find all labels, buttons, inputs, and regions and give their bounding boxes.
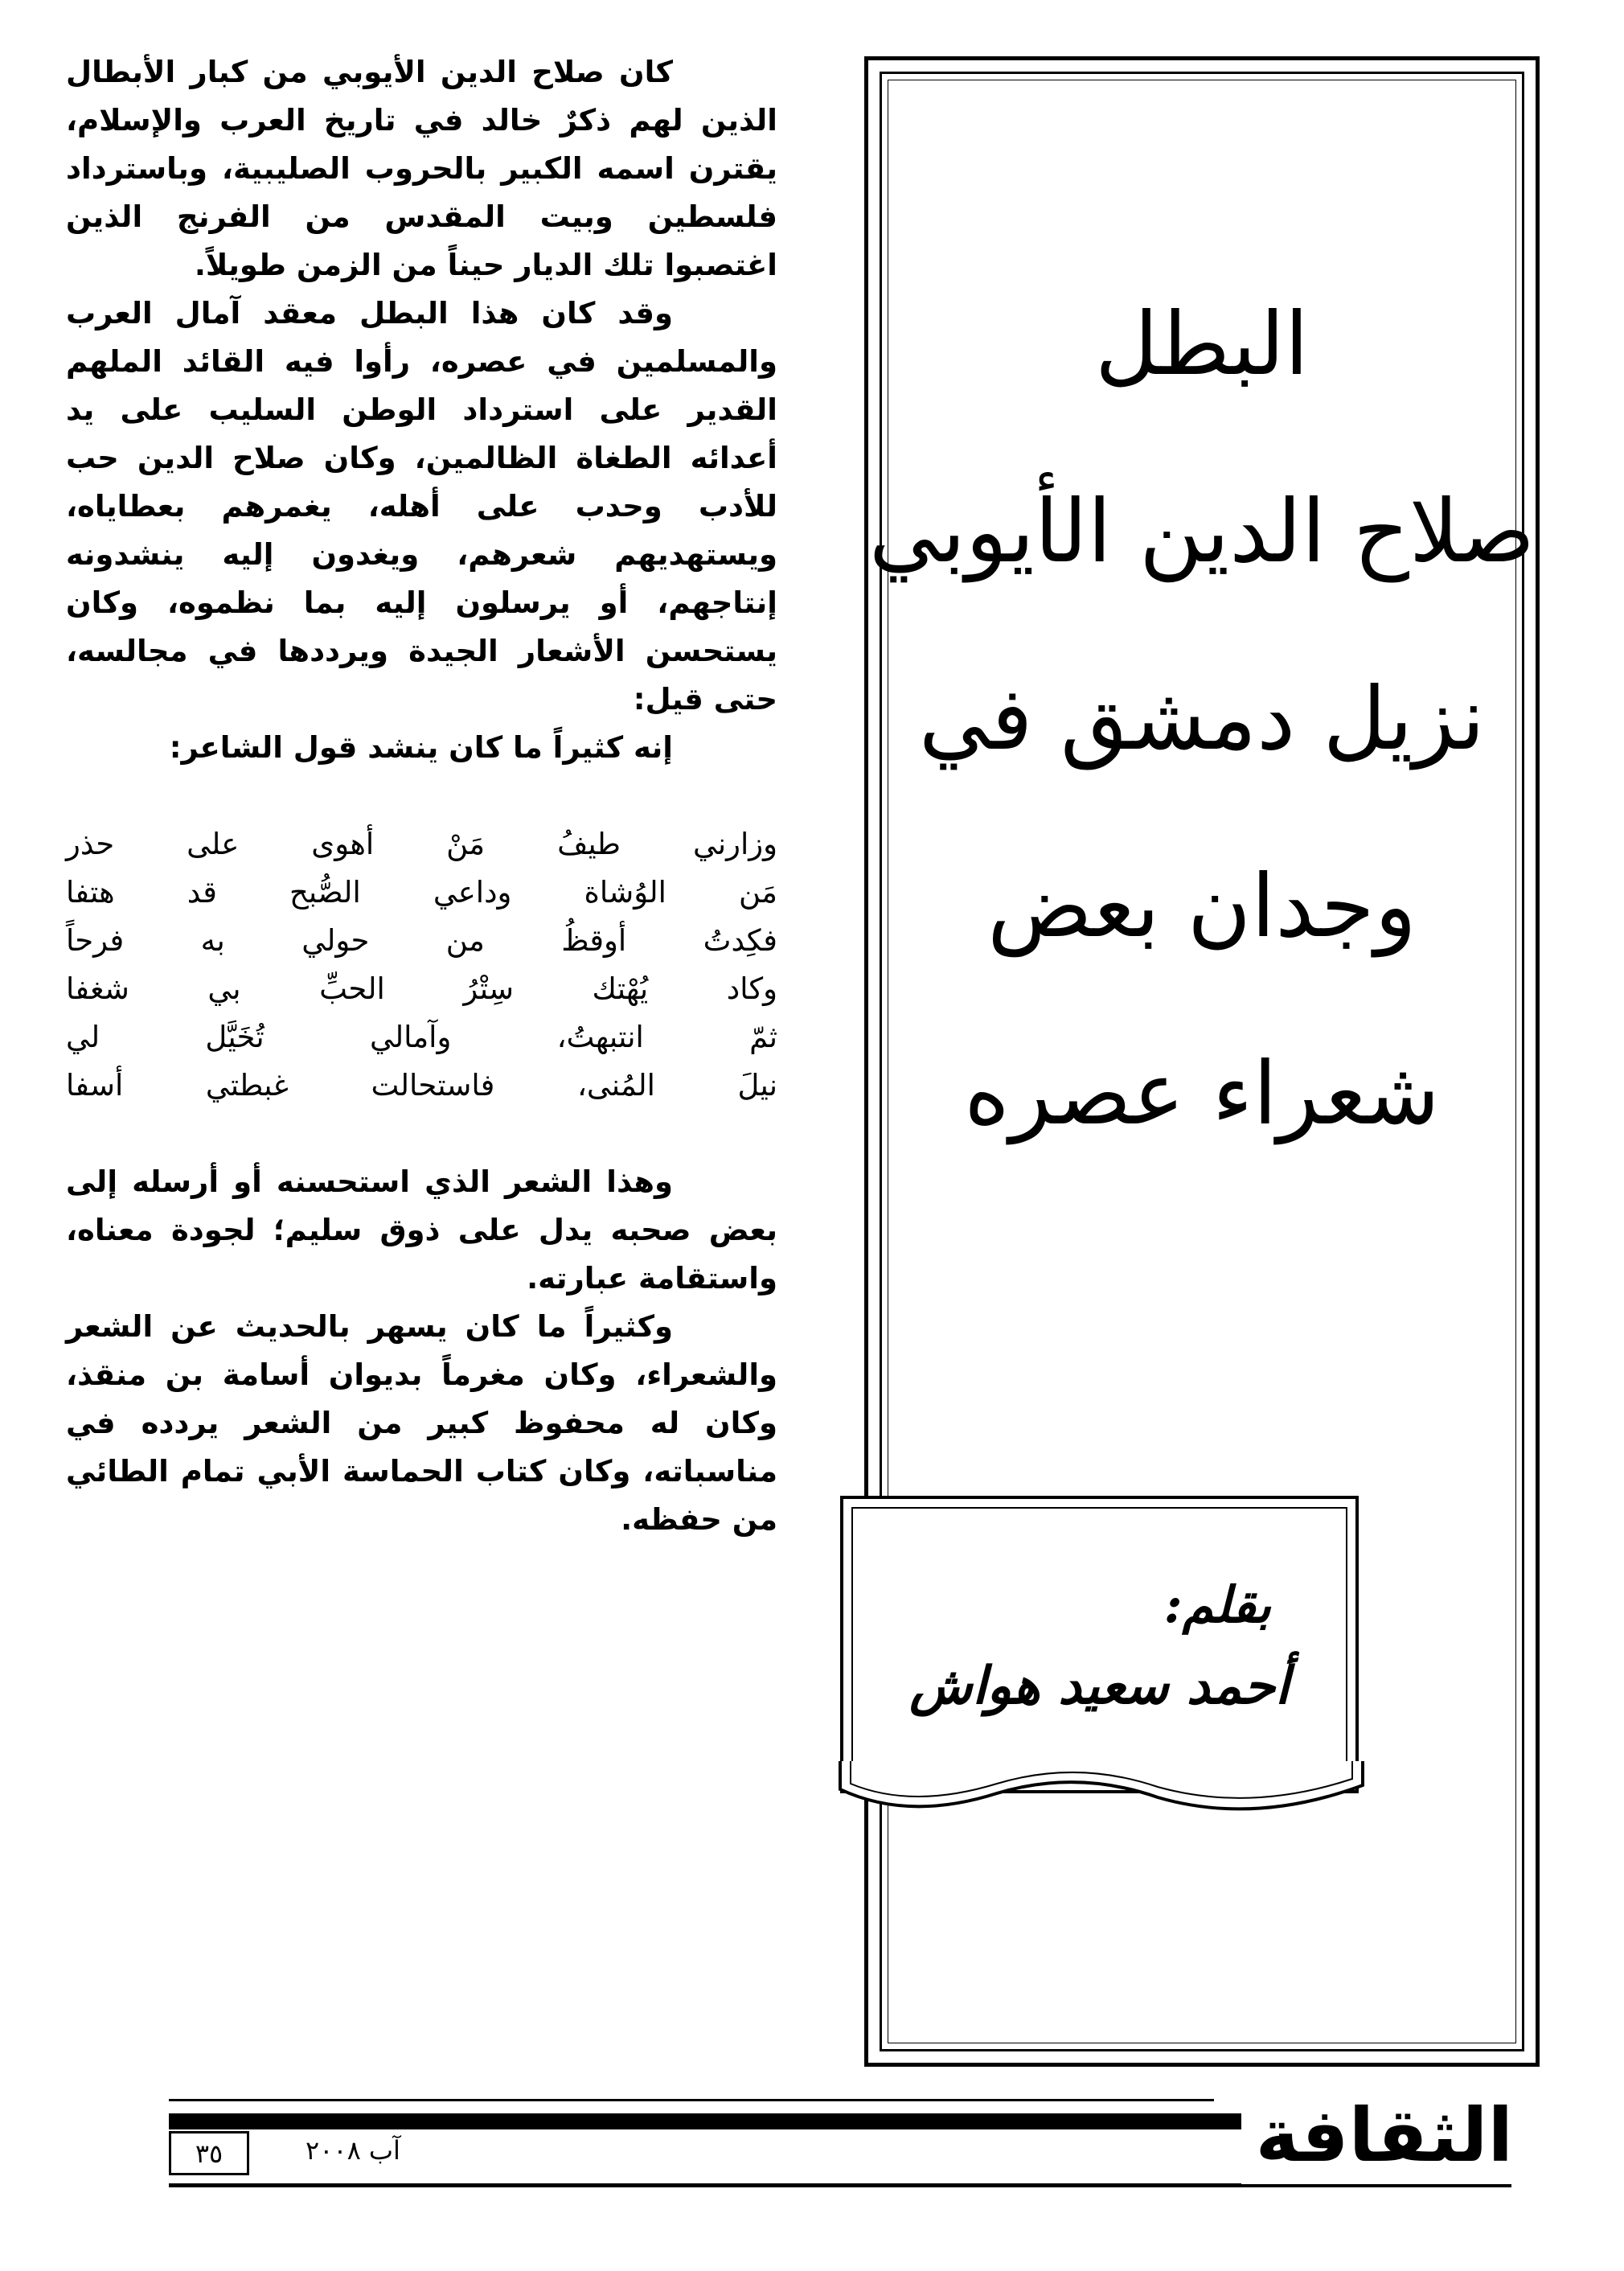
article-title	[868, 294, 1536, 1238]
title-line-1: البطل	[1095, 294, 1309, 395]
author-box	[840, 1496, 1359, 1793]
poem-verse: نيلَ المُنى، فاستحالت غبطتي أسفا	[66, 1068, 777, 1103]
paragraph: كان صلاح الدين الأيوبي من كبار الأبطال الذين لهم ذكرٌ خالد في تاريخ العرب والإسلام، يقترن اسمه الكبير بالحروب الصليبية، وباسترداد فلسطين وبيت المقدس من الفرنج الذين اغتصبوا تلك الديار حيناً من الزمن طويلاً.	[66, 55, 777, 282]
poem-verse: وزارني طيفُ مَنْ أهوى على حذر	[66, 827, 777, 861]
poem-verse: ثمّ انتبهتُ، وآمالي تُخَيَّل لي	[66, 1020, 777, 1054]
scroll-curl-decoration	[836, 1761, 1367, 1817]
title-line-5: شعراء عصره	[964, 1044, 1440, 1144]
paragraph: وهذا الشعر الذي استحسنه أو أرسله إلى بعض صحبه يدل على ذوق سليم؛ لجودة معناه، واستقامة عبارته.	[66, 1164, 777, 1296]
poem-verse: وكاد يُهْتك سِتْرُ الحبِّ بي شغفا	[66, 971, 777, 1006]
article-body	[66, 48, 777, 1544]
issue-date: آب ٢٠٠٨	[306, 2135, 400, 2166]
author-name: أحمد سعيد هواش	[909, 1656, 1290, 1716]
poem-verse: مَن الوُشاة وداعي الصُّبح قد هتفا	[66, 875, 777, 910]
magazine-brand: الثقافة	[1241, 2088, 1528, 2184]
poem	[66, 820, 777, 1110]
title-line-3: نزيل دمشق في	[918, 669, 1486, 770]
footer-rule-top	[169, 2099, 1214, 2101]
paragraph: إنه كثيراً ما كان ينشد قول الشاعر:	[169, 730, 673, 765]
paragraph: وقد كان هذا البطل معقد آمال العرب والمسلمين في عصره، رأوا فيه القائد الملهم القدير على استرداد الوطن السليب على يد أعدائه الطغاة الظالمين، وكان صلاح الدين حب للأدب وحدب على أهله، يغمرهم بعطاياه، ويستهديهم شعرهم، ويغدون إليه ينشدونه إنتاجهم، أو يرسلون إليه بما نظموه، وكان يستحسن الأشعار الجيدة ويرددها في مجالسه، حتى قيل:	[66, 296, 777, 717]
poem-verse: فكِدتُ أوقظُ من حولي به فرحاً	[66, 923, 777, 958]
paragraph: وكثيراً ما كان يسهر بالحديث عن الشعر والشعراء، وكان مغرماً بديوان أسامة بن منقذ، وكان له محفوظ كبير من الشعر يردده في مناسباته، وكان كتاب الحماسة الأبي تمام الطائي من حفظه.	[66, 1309, 777, 1537]
title-line-2: صلاح الدين الأيوبي	[868, 482, 1536, 582]
author-label: بقلم:	[1163, 1575, 1271, 1634]
page-number: ٣٥	[169, 2131, 249, 2175]
title-line-4: وجدان بعض	[987, 856, 1417, 957]
